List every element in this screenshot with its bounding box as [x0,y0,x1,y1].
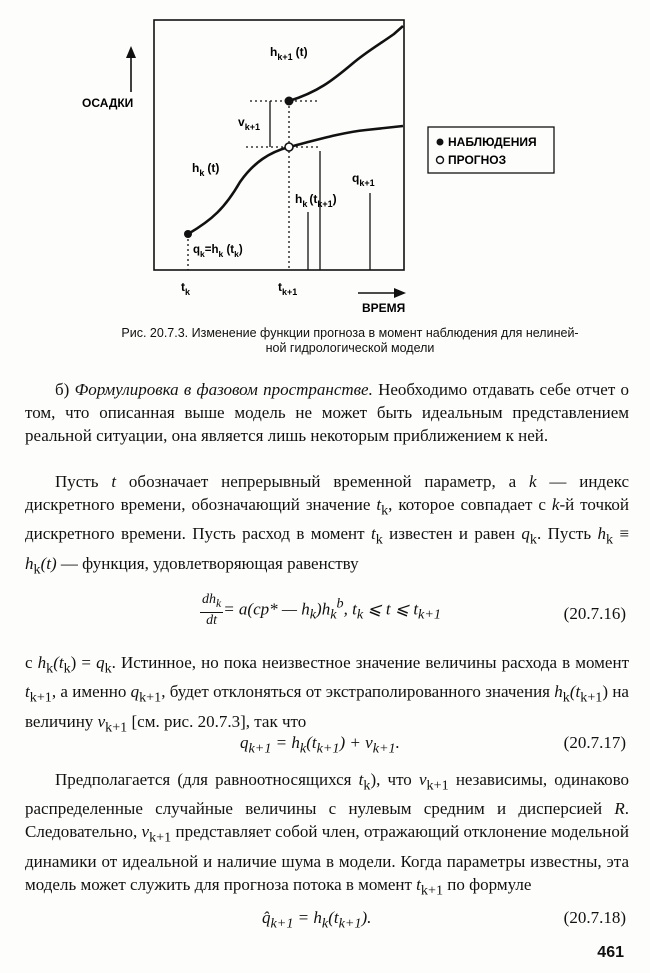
x-axis-label: ВРЕМЯ [362,301,406,315]
legend-obs-marker [437,139,444,146]
equation-20-7-16: $\frac{dh_k}{dt}$ = a(cp* — $h_k)h_k^b$, $t_k$ ⩽ t ⩽ $t_{k+1}$ (20.7.16) [202,592,626,628]
legend-forecast-label: ПРОГНОЗ [448,153,507,167]
section-heading: Формулировка в фазовом пространстве. [74,380,373,399]
figure-caption [70,326,630,356]
equation-20-7-18: $q̂_{k+1} = h_k(t_{k+1})$. (20.7.18) [262,908,626,932]
derivative-fraction: $\frac{dh_k}{dt}$ [202,592,222,628]
observation-point-k [184,230,192,238]
label-hk-tk1: $h_k$ $(t_{k+1})$ [295,192,337,209]
equation-number: (20.7.16) [563,604,626,623]
tick-tk1: $t_{k+1}$ [278,280,298,297]
label-q: $q_{k+1}$ [352,171,375,188]
label-hk1-t: $h_{k+1}$ (t) [270,45,308,62]
y-axis-label: ОСАДКИ [82,96,134,110]
paragraph-assumptions: Предполагается (для равноотносящихся $t_k$), что $v_{k+1}$ независимы, одинаково распределенные случайные величины с нулевым средним и дисперсией R. Следовательно, $v_{k+1}$ представляет собой член, отражающий отклонение модельной динамики от идеальной и наличие шума в модели. Когда параметры известны, эта модель может служить для прогноза потока в момент $t_{k+1}$ по формуле [25,770,630,899]
forecast-point [285,143,293,151]
tick-tk: $t_k$ [181,280,191,297]
page-number: 461 [597,944,624,961]
paragraph-phase-space: б) Формулировка в фазовом пространстве. Необходимо отдавать себе отчет о том, что описанная выше модель не может быть идеальным представлением реальной ситуации, она является лишь некоторым приближением к ней. [25,380,629,445]
paragraph-deviation: с $h_k(t_k) = q_k$. Истинное, но пока неизвестное значение величины расхода в момент $t_{k+1}$, а именно $q_{k+1}$, будет отклоняться от экстраполированного значения $h_k(t_{k+1})$ на величину $v_{k+1}$ [см. рис. 20.7.3], так что [25,653,630,736]
legend-obs-label: НАБЛЮДЕНИЯ [448,135,537,149]
label-qk-eq: $q_k=h_k$ $(t_k)$ [193,244,243,259]
label-v: $v_{k+1}$ [238,115,260,132]
caption-line-1: Рис. 20.7.3. Изменение функции прогноза в момент наблюдения для нелиней- [121,326,579,340]
equation-20-7-17: $q_{k+1} = h_k(t_{k+1}) + v_{k+1}$. (20.7.17) [240,733,626,757]
curve-hk1 [289,26,403,101]
label-hk-t: $h_k$ (t) [192,161,220,178]
equation-number: (20.7.17) [563,733,626,752]
paragraph-definitions: Пусть t обозначает непрерывный временной параметр, а k — индекс дискретного времени, обозначающий значение $t_k$, которое совпадает с k-й точкой дискретного времени. Пусть расход в момент $t_k$ известен и равен $q_k$. Пусть $h_k \equiv h_k(t)$ — функция, удовлетворяющая равенству [25,472,630,578]
equation-number: (20.7.18) [563,908,626,927]
caption-line-2: ной гидрологической модели [265,341,435,355]
measure-lines [270,101,370,270]
x-axis-arrowhead [394,288,406,298]
forecast-figure [0,0,650,320]
y-axis-arrowhead [126,46,136,58]
legend-forecast-marker [437,157,444,164]
observation-point-k1 [285,97,294,106]
